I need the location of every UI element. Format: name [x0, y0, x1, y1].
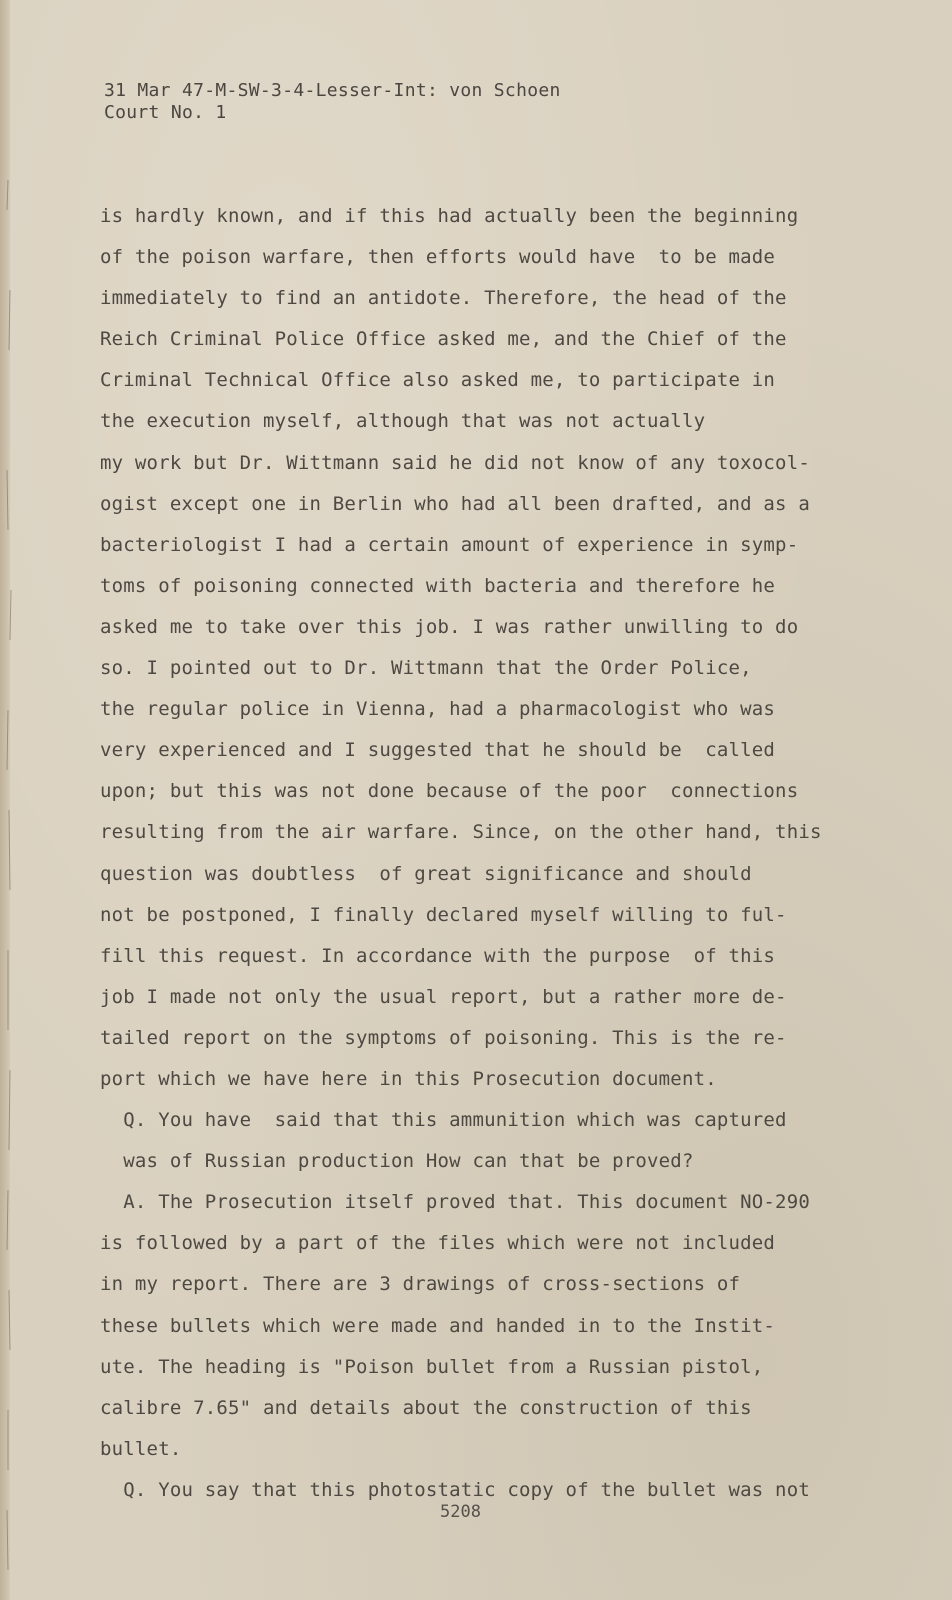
text-line: resulting from the air warfare. Since, on the other hand, this [100, 821, 822, 844]
text-line: in my report. There are 3 drawings of cross-sections of [100, 1273, 741, 1296]
text-line: of the poison warfare, then efforts would have to be made [100, 246, 776, 269]
text-line: very experienced and I suggested that he should be called [100, 739, 776, 762]
text-line: asked me to take over this job. I was rather unwilling to do [100, 615, 799, 638]
transcript-body [100, 196, 900, 1511]
text-line: ute. The heading is "Poison bullet from a Russian pistol, [100, 1355, 764, 1378]
text-line: these bullets which were made and handed in to the Instit- [100, 1314, 776, 1337]
text-line: immediately to find an antidote. Therefore, the head of the [100, 287, 787, 310]
text-line: bullet. [100, 1437, 182, 1460]
text-line: calibre 7.65" and details about the construction of this [100, 1396, 752, 1419]
margin-ink-marks [2, 170, 16, 1590]
text-line: the regular police in Vienna, had a pharmacologist who was [100, 698, 776, 721]
question-line: was of Russian production How can that be proved? [100, 1150, 694, 1173]
text-line: so. I pointed out to Dr. Wittmann that the Order Police, [100, 657, 752, 680]
text-line: Reich Criminal Police Office asked me, and the Chief of the [100, 328, 787, 351]
text-line: Criminal Technical Office also asked me, to participate in [100, 369, 776, 392]
text-line: ogist except one in Berlin who had all been drafted, and as a [100, 492, 810, 515]
answer-line: A. The Prosecution itself proved that. This document NO-290 [100, 1191, 810, 1214]
text-line: bacteriologist I had a certain amount of experience in symp- [100, 533, 799, 556]
text-line: not be postponed, I finally declared myself willing to ful- [100, 903, 787, 926]
page-number: 5208 [440, 1502, 481, 1522]
text-line: is followed by a part of the files which were not included [100, 1232, 776, 1255]
text-line: upon; but this was not done because of the poor connections [100, 780, 799, 803]
text-line: job I made not only the usual report, but a rather more de- [100, 985, 787, 1008]
text-line: question was doubtless of great significance and should [100, 862, 752, 885]
text-line: tailed report on the symptoms of poisoning. This is the re- [100, 1026, 787, 1049]
text-line: is hardly known, and if this had actually been the beginning [100, 205, 799, 227]
document-header [104, 80, 561, 124]
question-line: Q. You say that this photostatic copy of the bullet was not [100, 1478, 810, 1501]
header-reference-line: 31 Mar 47-M-SW-3-4-Lesser-Int: von Schoen [104, 80, 561, 101]
header-court-line: Court No. 1 [104, 102, 227, 123]
question-line: Q. You have said that this ammunition which was captured [100, 1109, 787, 1132]
text-line: toms of poisoning connected with bacteria and therefore he [100, 574, 776, 597]
text-line: the execution myself, although that was not actually [100, 410, 706, 433]
text-line: fill this request. In accordance with the purpose of this [100, 944, 776, 967]
text-line: port which we have here in this Prosecution document. [100, 1067, 717, 1090]
text-line: my work but Dr. Wittmann said he did not know of any toxocol- [100, 451, 810, 474]
